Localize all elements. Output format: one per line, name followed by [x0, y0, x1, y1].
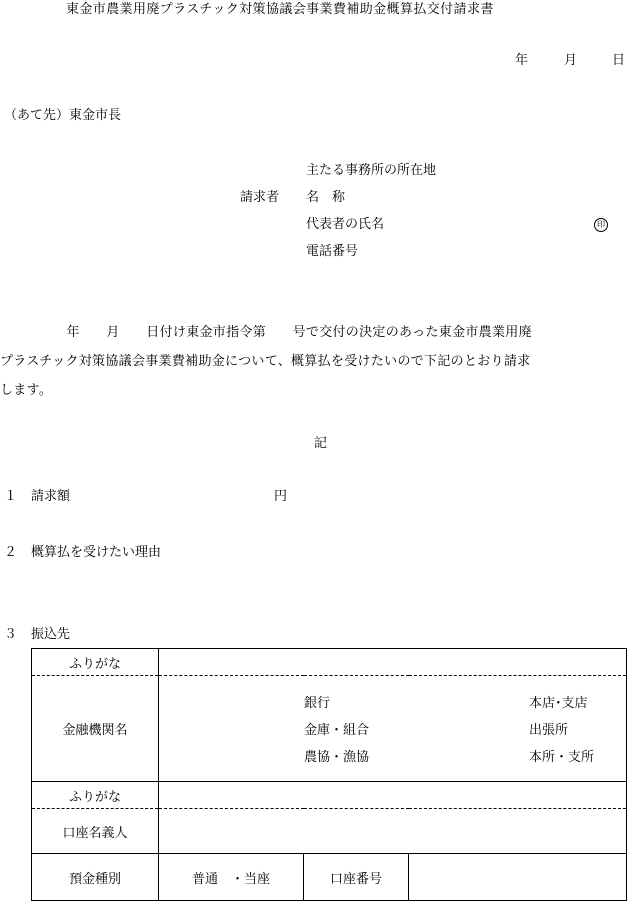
furigana-label: ふりがな [32, 782, 159, 809]
holder-furigana-field[interactable] [159, 782, 627, 809]
deposit-type-label: 預金種別 [32, 854, 159, 901]
body-line: 年 月 日付け東金市指令第 号で交付の決定のあった東金市農業用廃 [0, 325, 532, 340]
date-month-label: 月 [564, 53, 578, 68]
furigana-label: ふりがな [32, 649, 159, 676]
requester-name-label: 名 称 [306, 190, 346, 205]
table-row [32, 854, 627, 901]
bank-account-table [31, 648, 627, 901]
bank-type-option: 農協・漁協 [304, 750, 370, 765]
date-day-label: 日 [612, 53, 626, 68]
account-label: 振込先 [31, 627, 71, 642]
bank-type-option: 銀行 [304, 696, 331, 711]
table-row [32, 649, 627, 676]
branch-type-option: 本所・支所 [529, 750, 595, 765]
addressee: （あて先）東金市長 [4, 108, 122, 123]
account-holder-label: 口座名義人 [32, 809, 159, 854]
institution-options [159, 676, 626, 781]
body-line: します。 [0, 383, 53, 398]
seal-mark: 印 [594, 218, 608, 232]
furigana-field[interactable] [159, 649, 627, 676]
amount-label: 請求額 [31, 489, 71, 504]
account-number-field[interactable] [409, 854, 627, 901]
table-row [32, 809, 627, 854]
request-body [0, 318, 639, 405]
office-address-label: 主たる事務所の所在地 [306, 163, 437, 178]
ki-heading: 記 [314, 436, 328, 451]
document-title: 東金市農業用廃プラスチック対策協議会事業費補助金概算払交付請求書 [66, 2, 494, 17]
body-line: プラスチック対策協議会事業費補助金について、概算払を受けたいので下記のとおり請求 [0, 354, 531, 369]
phone-label: 電話番号 [306, 244, 359, 259]
branch-type-option: 出張所 [529, 723, 569, 738]
reason-label: 概算払を受けたい理由 [31, 545, 162, 560]
account-number-label: 口座番号 [304, 854, 409, 901]
amount-unit: 円 [274, 489, 288, 504]
institution-label: 金融機関名 [32, 676, 159, 782]
item-2-number: ２ [4, 545, 18, 560]
branch-type-option: 本店･支店 [529, 696, 588, 711]
bank-type-option: 金庫・組合 [304, 723, 370, 738]
date-year-label: 年 [515, 53, 529, 68]
institution-field[interactable] [159, 676, 627, 782]
table-row [32, 782, 627, 809]
item-3-number: ３ [4, 627, 18, 642]
representative-name-label: 代表者の氏名 [306, 217, 385, 232]
requester-role-label: 請求者 [240, 190, 280, 205]
table-row [32, 676, 627, 782]
account-holder-field[interactable] [159, 809, 627, 854]
deposit-type-options[interactable]: 普通 ・当座 [159, 854, 304, 901]
item-1-number: １ [4, 489, 18, 504]
